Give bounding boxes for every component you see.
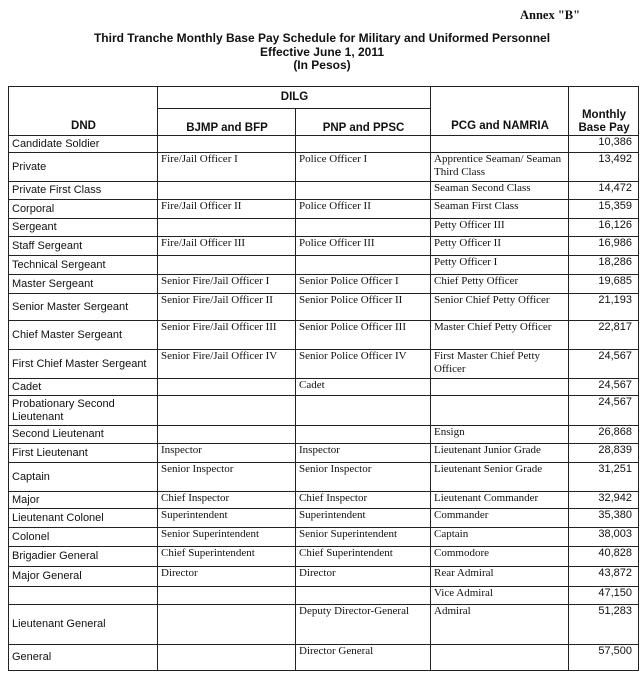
cell-bjmp bbox=[158, 396, 296, 426]
cell-pcg: Lieutenant Senior Grade bbox=[431, 463, 569, 492]
cell-pnp: Chief Inspector bbox=[296, 492, 431, 509]
header-bjmp-bfp: BJMP and BFP bbox=[158, 109, 296, 136]
cell-pay: 28,839 bbox=[569, 444, 639, 463]
cell-pnp: Cadet bbox=[296, 379, 431, 396]
table-row bbox=[9, 321, 639, 350]
cell-dnd: General bbox=[9, 645, 158, 671]
header-pnp-ppsc: PNP and PPSC bbox=[296, 109, 431, 136]
table-row bbox=[9, 444, 639, 463]
cell-bjmp bbox=[158, 256, 296, 275]
cell-pay: 47,150 bbox=[569, 587, 639, 605]
cell-pay: 57,500 bbox=[569, 645, 639, 671]
table-row bbox=[9, 256, 639, 275]
cell-pay: 35,380 bbox=[569, 509, 639, 528]
header-dilg: DILG bbox=[158, 87, 431, 109]
cell-dnd: Private bbox=[9, 153, 158, 182]
cell-pcg: Petty Officer III bbox=[431, 219, 569, 237]
cell-pcg: Master Chief Petty Officer bbox=[431, 321, 569, 350]
cell-dnd: Captain bbox=[9, 463, 158, 492]
table-row bbox=[9, 426, 639, 444]
cell-pnp: Senior Police Officer IV bbox=[296, 350, 431, 379]
cell-bjmp bbox=[158, 605, 296, 645]
cell-pnp: Chief Superintendent bbox=[296, 547, 431, 567]
cell-pnp bbox=[296, 219, 431, 237]
table-row bbox=[9, 136, 639, 153]
cell-pay: 15,359 bbox=[569, 200, 639, 219]
cell-pcg: Apprentice Seaman/ Seaman Third Class bbox=[431, 153, 569, 182]
cell-dnd: Sergeant bbox=[9, 219, 158, 237]
cell-pnp: Superintendent bbox=[296, 509, 431, 528]
cell-bjmp: Superintendent bbox=[158, 509, 296, 528]
header-monthly-base-pay: Monthly Base Pay bbox=[569, 87, 639, 136]
cell-dnd: Corporal bbox=[9, 200, 158, 219]
cell-dnd: Second Lieutenant bbox=[9, 426, 158, 444]
cell-pcg: Admiral bbox=[431, 605, 569, 645]
table-row bbox=[9, 492, 639, 509]
cell-pcg: Ensign bbox=[431, 426, 569, 444]
cell-dnd: Brigadier General bbox=[9, 547, 158, 567]
cell-bjmp bbox=[158, 182, 296, 200]
cell-pcg bbox=[431, 396, 569, 426]
cell-pnp: Director General bbox=[296, 645, 431, 671]
table-row bbox=[9, 350, 639, 379]
cell-pay: 19,685 bbox=[569, 275, 639, 294]
cell-pcg: Seaman First Class bbox=[431, 200, 569, 219]
cell-bjmp bbox=[158, 587, 296, 605]
cell-bjmp: Chief Inspector bbox=[158, 492, 296, 509]
cell-bjmp bbox=[158, 645, 296, 671]
cell-bjmp: Fire/Jail Officer III bbox=[158, 237, 296, 256]
cell-pcg: Commander bbox=[431, 509, 569, 528]
cell-bjmp: Senior Fire/Jail Officer II bbox=[158, 294, 296, 321]
cell-bjmp: Inspector bbox=[158, 444, 296, 463]
cell-pcg: Lieutenant Junior Grade bbox=[431, 444, 569, 463]
cell-pay: 14,472 bbox=[569, 182, 639, 200]
pay-schedule-table bbox=[8, 86, 639, 671]
cell-bjmp: Fire/Jail Officer II bbox=[158, 200, 296, 219]
header-dnd: DND bbox=[9, 87, 158, 136]
table-row bbox=[9, 605, 639, 645]
cell-dnd: Senior Master Sergeant bbox=[9, 294, 158, 321]
cell-pnp: Director bbox=[296, 567, 431, 587]
cell-pay: 18,286 bbox=[569, 256, 639, 275]
table-row bbox=[9, 379, 639, 396]
cell-pcg: Seaman Second Class bbox=[431, 182, 569, 200]
cell-bjmp bbox=[158, 379, 296, 396]
cell-pnp bbox=[296, 136, 431, 153]
cell-bjmp: Senior Fire/Jail Officer IV bbox=[158, 350, 296, 379]
cell-pay: 24,567 bbox=[569, 379, 639, 396]
cell-pay: 22,817 bbox=[569, 321, 639, 350]
cell-dnd: Chief Master Sergeant bbox=[9, 321, 158, 350]
cell-bjmp: Director bbox=[158, 567, 296, 587]
cell-pnp bbox=[296, 426, 431, 444]
cell-pnp: Senior Police Officer I bbox=[296, 275, 431, 294]
cell-pnp: Inspector bbox=[296, 444, 431, 463]
cell-dnd: Lieutenant Colonel bbox=[9, 509, 158, 528]
table-row bbox=[9, 153, 639, 182]
cell-pcg: Chief Petty Officer bbox=[431, 275, 569, 294]
cell-pay: 16,126 bbox=[569, 219, 639, 237]
table-row bbox=[9, 463, 639, 492]
cell-pcg: Petty Officer II bbox=[431, 237, 569, 256]
cell-pnp: Deputy Director-General bbox=[296, 605, 431, 645]
table-row bbox=[9, 528, 639, 547]
cell-pay: 38,003 bbox=[569, 528, 639, 547]
cell-pnp bbox=[296, 587, 431, 605]
table-row bbox=[9, 200, 639, 219]
cell-bjmp: Senior Fire/Jail Officer I bbox=[158, 275, 296, 294]
cell-pay: 43,872 bbox=[569, 567, 639, 587]
cell-pcg: Vice Admiral bbox=[431, 587, 569, 605]
cell-pnp bbox=[296, 396, 431, 426]
table-row bbox=[9, 396, 639, 426]
cell-bjmp: Senior Fire/Jail Officer III bbox=[158, 321, 296, 350]
cell-dnd: Candidate Soldier bbox=[9, 136, 158, 153]
cell-bjmp bbox=[158, 219, 296, 237]
cell-dnd: Major bbox=[9, 492, 158, 509]
cell-pcg: Rear Admiral bbox=[431, 567, 569, 587]
cell-pay: 13,492 bbox=[569, 153, 639, 182]
title-line-3: (In Pesos) bbox=[293, 58, 351, 72]
cell-pcg: Lieutenant Commander bbox=[431, 492, 569, 509]
cell-pay: 40,828 bbox=[569, 547, 639, 567]
cell-pcg: Commodore bbox=[431, 547, 569, 567]
table-row bbox=[9, 294, 639, 321]
cell-dnd: Technical Sergeant bbox=[9, 256, 158, 275]
annex-label: Annex "B" bbox=[520, 8, 581, 22]
table-row bbox=[9, 587, 639, 605]
cell-dnd: Master Sergeant bbox=[9, 275, 158, 294]
cell-bjmp: Fire/Jail Officer I bbox=[158, 153, 296, 182]
cell-pay: 24,567 bbox=[569, 396, 639, 426]
cell-pnp: Senior Superintendent bbox=[296, 528, 431, 547]
cell-pay: 31,251 bbox=[569, 463, 639, 492]
table-row bbox=[9, 182, 639, 200]
cell-pcg: First Master Chief Petty Officer bbox=[431, 350, 569, 379]
cell-dnd: Private First Class bbox=[9, 182, 158, 200]
cell-bjmp bbox=[158, 426, 296, 444]
cell-dnd: Major General bbox=[9, 567, 158, 587]
table-row bbox=[9, 567, 639, 587]
header-pcg-namria: PCG and NAMRIA bbox=[431, 87, 569, 136]
cell-pnp: Police Officer I bbox=[296, 153, 431, 182]
table-row bbox=[9, 219, 639, 237]
cell-dnd: Colonel bbox=[9, 528, 158, 547]
table-row bbox=[9, 547, 639, 567]
table-row bbox=[9, 645, 639, 671]
cell-dnd bbox=[9, 587, 158, 605]
cell-dnd: Staff Sergeant bbox=[9, 237, 158, 256]
cell-dnd: Lieutenant General bbox=[9, 605, 158, 645]
cell-dnd: Probationary Second Lieutenant bbox=[9, 396, 158, 426]
cell-pcg bbox=[431, 379, 569, 396]
cell-pcg: Petty Officer I bbox=[431, 256, 569, 275]
cell-pnp: Senior Police Officer III bbox=[296, 321, 431, 350]
cell-pay: 26,868 bbox=[569, 426, 639, 444]
cell-pnp: Police Officer III bbox=[296, 237, 431, 256]
cell-pay: 16,986 bbox=[569, 237, 639, 256]
cell-pay: 10,386 bbox=[569, 136, 639, 153]
cell-pnp: Senior Inspector bbox=[296, 463, 431, 492]
cell-pay: 21,193 bbox=[569, 294, 639, 321]
cell-pay: 32,942 bbox=[569, 492, 639, 509]
table-row bbox=[9, 275, 639, 294]
cell-pnp bbox=[296, 182, 431, 200]
cell-dnd: Cadet bbox=[9, 379, 158, 396]
cell-pay: 51,283 bbox=[569, 605, 639, 645]
cell-pnp bbox=[296, 256, 431, 275]
cell-pcg bbox=[431, 136, 569, 153]
cell-pcg bbox=[431, 645, 569, 671]
table-row bbox=[9, 509, 639, 528]
cell-pnp: Police Officer II bbox=[296, 200, 431, 219]
cell-dnd: First Lieutenant bbox=[9, 444, 158, 463]
cell-bjmp: Chief Superintendent bbox=[158, 547, 296, 567]
cell-bjmp: Senior Inspector bbox=[158, 463, 296, 492]
cell-pcg: Captain bbox=[431, 528, 569, 547]
cell-bjmp: Senior Superintendent bbox=[158, 528, 296, 547]
cell-dnd: First Chief Master Sergeant bbox=[9, 350, 158, 379]
pay-table-body bbox=[9, 136, 639, 671]
cell-pcg: Senior Chief Petty Officer bbox=[431, 294, 569, 321]
title-line-2: Effective June 1, 2011 bbox=[259, 44, 385, 59]
cell-pnp: Senior Police Officer II bbox=[296, 294, 431, 321]
cell-bjmp bbox=[158, 136, 296, 153]
cell-pay: 24,567 bbox=[569, 350, 639, 379]
table-row bbox=[9, 237, 639, 256]
document-title bbox=[0, 32, 644, 73]
title-line-1: Third Tranche Monthly Base Pay Schedule for Military and Uniformed Personnel bbox=[93, 31, 551, 45]
